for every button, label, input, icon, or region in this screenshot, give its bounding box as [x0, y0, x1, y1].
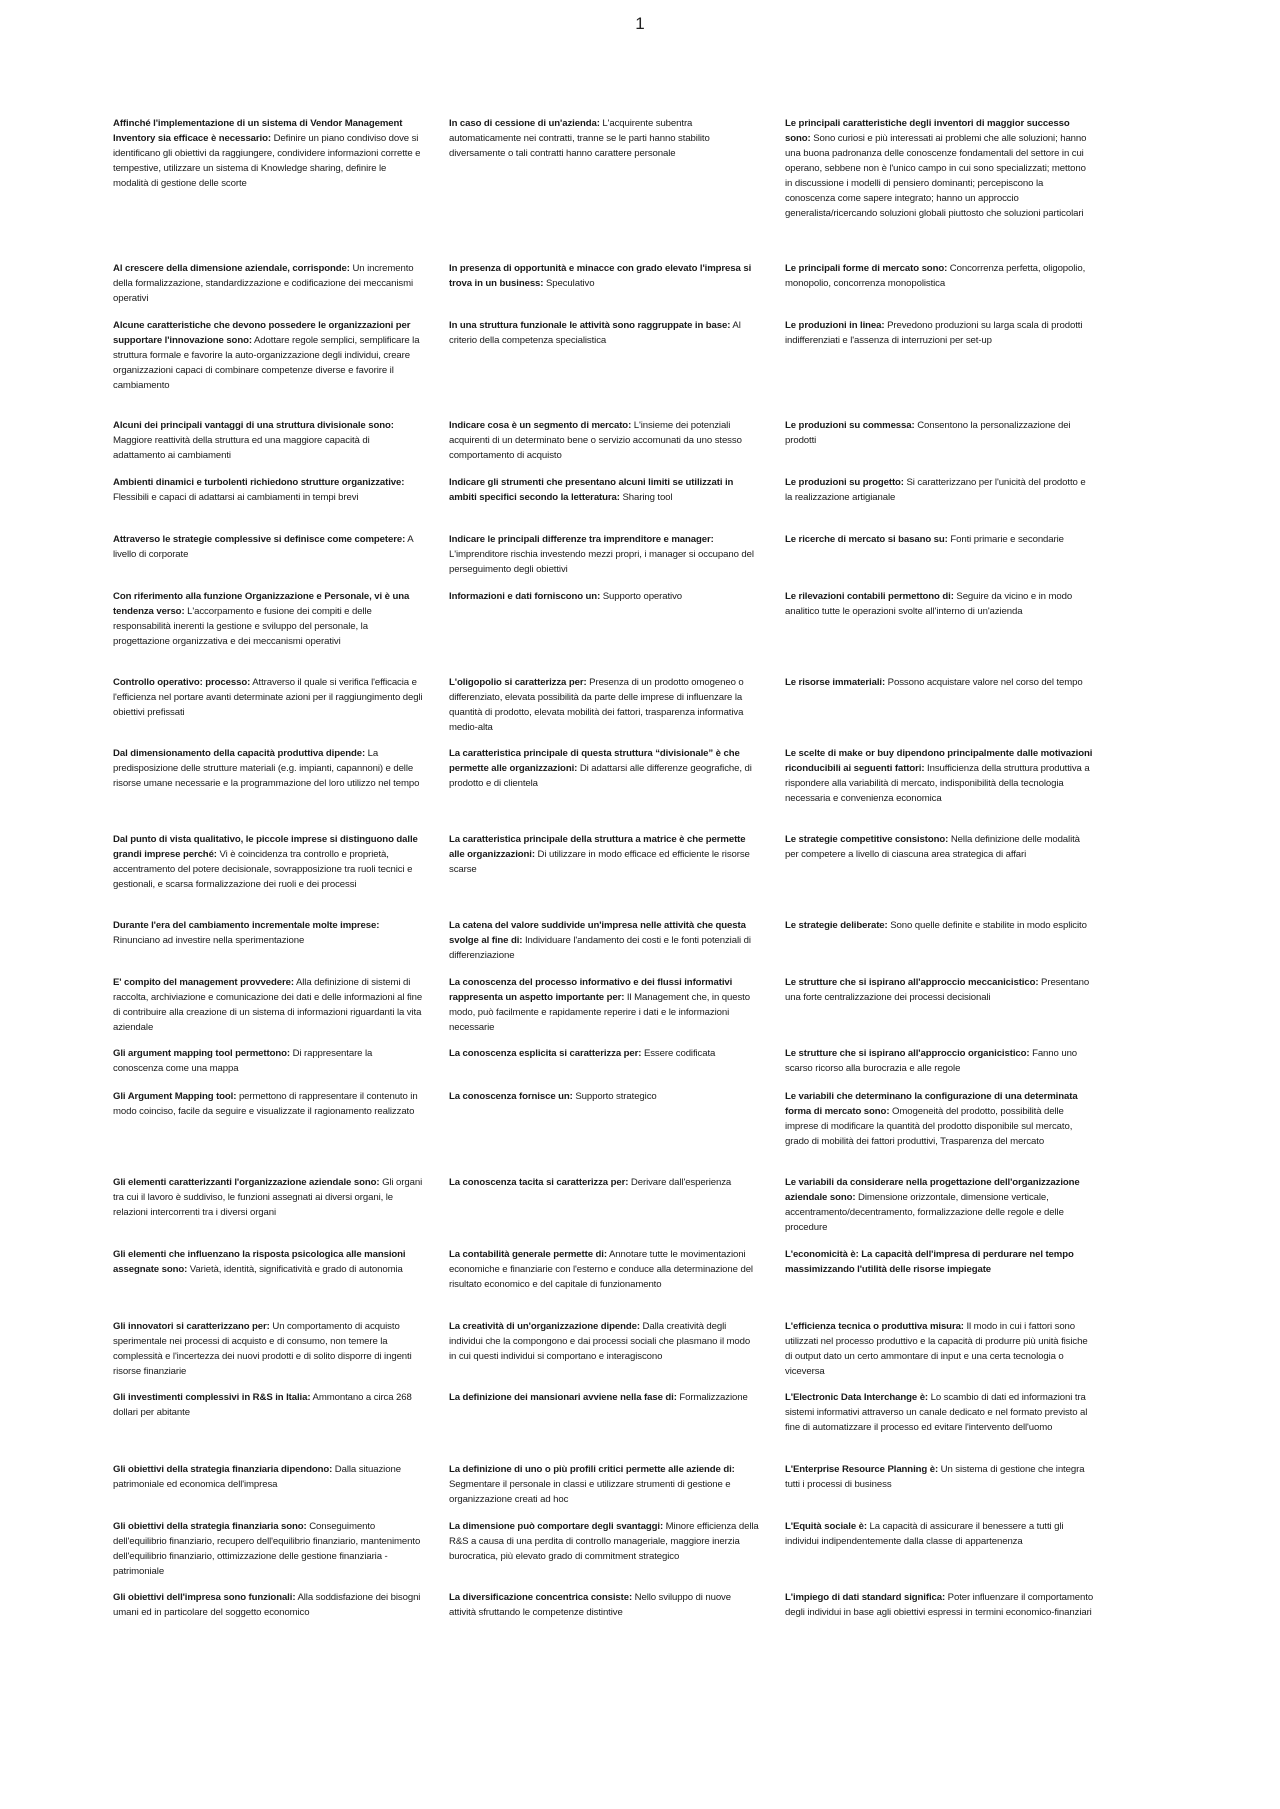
entry-answer: Conseguimento dell'equilibrio finanziario, recupero dell'equilibrio finanziario, mantenimento dell'equilibrio finanziario, ottimizzazione delle gestione finanziaria - patrimoniale	[113, 1521, 421, 1577]
entry-answer: L'accorpamento e fusione dei compiti e delle responsabilità inerenti la gestione e sviluppo del personale, la progettazione organizzativa e dei meccanismi operativi	[113, 606, 372, 647]
entry-question: Gli elementi che influenzano la risposta psicologica alle mansioni assegnate sono:	[113, 1249, 406, 1275]
qa-entry	[113, 675, 423, 746]
entry-answer: Nello sviluppo di nuove attività sfruttando le competenze distintive	[449, 1592, 731, 1618]
page-number: 1	[635, 14, 645, 33]
entry-question: L'economicità è:	[785, 1249, 859, 1260]
entry-answer: Definire un piano condiviso dove si identificano gli obiettivi da raggiungere, condividere informazioni corrette e tempestive, utilizzare un sistema di Knowledge sharing, definire le modalità di gestione delle scorte	[113, 133, 421, 189]
entry-question: La conoscenza tacita si caratterizza per:	[449, 1177, 629, 1188]
entry-question: Durante l'era del cambiamento incrementale molte imprese:	[113, 920, 380, 931]
qa-entry	[785, 1089, 1095, 1175]
entry-answer: Di rappresentare la conoscenza come una mappa	[113, 1048, 373, 1074]
entry-answer: Poter influenzare il comportamento degli individui in base agli obiettivi espressi in termini economico-finanziari	[785, 1592, 1094, 1618]
entry-answer: Si caratterizzano per l'unicità del prodotto e la realizzazione artigianale	[785, 477, 1086, 503]
entry-answer: Adottare regole semplici, semplificare la struttura formale e favorire la auto-organizzazione degli individui, creare organizzazioni capaci di combinare competenze diverse e favorire il cambiamento	[113, 335, 420, 391]
qa-entry	[785, 675, 1095, 746]
entry-answer: Maggiore reattività della struttura ed una maggiore capacità di adattamento ai cambiamenti	[113, 435, 370, 461]
qa-entry	[785, 1519, 1095, 1590]
qa-entry	[449, 832, 759, 918]
entry-question: La dimensione può comportare degli svantaggi:	[449, 1521, 664, 1532]
qa-entry	[113, 1462, 423, 1519]
entry-answer: Seguire da vicino e in modo analitico tutte le operazioni svolte all'interno di un'azienda	[785, 591, 1073, 617]
entry-question: Attraverso le strategie complessive si definisce come competere:	[113, 534, 406, 545]
qa-entry	[113, 1089, 423, 1175]
entry-answer: L'acquirente subentra automaticamente nei contratti, tranne se le parti hanno stabilito diversamente o tali contratti hanno carattere personale	[449, 118, 710, 159]
entry-question: La definizione di uno o più profili critici permette alle aziende di:	[449, 1464, 735, 1475]
entry-answer: Lo scambio di dati ed informazioni tra sistemi informativi attraverso un canale dedicato e nel formato previsto al fine di automatizzare il processo ed evitare l'intervento dell'uomo	[785, 1392, 1088, 1433]
qa-entry	[785, 1462, 1095, 1519]
entry-question: Indicare gli strumenti che presentano alcuni limiti se utilizzati in ambiti specifici secondo la letteratura:	[449, 477, 734, 503]
qa-entry	[113, 475, 423, 532]
entry-question: La caratteristica principale della struttura a matrice è che permette alle organizzazioni:	[449, 834, 746, 860]
entry-question: L'oligopolio si caratterizza per:	[449, 677, 587, 688]
entry-question: La conoscenza del processo informativo e dei flussi informativi rappresenta un aspetto importante per:	[449, 977, 733, 1003]
entry-question: In caso di cessione di un'azienda:	[449, 118, 600, 129]
entry-answer: Supporto strategico	[575, 1091, 657, 1102]
entry-answer: Sono quelle definite e stabilite in modo esplicito	[890, 920, 1087, 931]
qa-entry	[113, 1046, 423, 1089]
qa-entry	[785, 418, 1095, 475]
qa-entry	[785, 1590, 1095, 1633]
entry-answer: Sono curiosi e più interessati ai problemi che alle soluzioni; hanno una buona padronanza delle conoscenze fondamentali del settore in cui operano, sebbene non è l'unico campo in cui sono specializzati; mettono in discussione i modelli di pensiero dominanti; percepiscono la conoscenza come sapere integrato; hanno un approccio generalista/ricercando soluzioni globali piuttosto che soluzioni particolari	[785, 133, 1087, 219]
entry-question: Con riferimento alla funzione Organizzazione e Personale, vi è una tendenza verso:	[113, 591, 410, 617]
entry-answer: Varietà, identità, significatività e grado di autonomia	[189, 1264, 403, 1275]
entry-answer: Gli organi tra cui il lavoro è suddiviso, le funzioni assegnati ai diversi organi, le relazioni intercorrenti tra i diversi organi	[113, 1177, 423, 1218]
qa-entry	[449, 116, 759, 261]
entry-answer: Minore efficienza della R&S a causa di una perdita di controllo manageriale, maggiore inerzia burocratica, più elevato grado di commitment strategico	[449, 1521, 759, 1562]
entry-question: Alcuni dei principali vantaggi di una struttura divisionale sono:	[113, 420, 394, 431]
entry-question: Gli innovatori si caratterizzano per:	[113, 1321, 270, 1332]
entry-answer: Vi è coincidenza tra controllo e proprietà, accentramento del potere decisionale, sovrapposizione tra ruoli tecnici e gestionali, e scarsa formalizzazione dei ruoli e dei processi	[113, 849, 413, 890]
entry-answer: permettono di rappresentare il contenuto in modo coinciso, facile da seguire e visualizzate il ragionamento realizzato	[113, 1091, 418, 1117]
entry-answer: Presenza di un prodotto omogeneo o differenziato, elevata possibilità da parte delle imprese di influenzare la quantità di prodotto, elevata mobilità dei fattori, trasparenza informativa medio-alta	[449, 677, 744, 733]
entry-answer: Concorrenza perfetta, oligopolio, monopolio, concorrenza monopolistica	[785, 263, 1086, 289]
entry-answer: Alla soddisfazione dei bisogni umani ed in particolare del soggetto economico	[113, 1592, 421, 1618]
entry-answer: Individuare l'andamento dei costi e le fonti potenziali di differenziazione	[449, 935, 751, 961]
entry-question: L'impiego di dati standard significa:	[785, 1592, 946, 1603]
entry-answer: La capacità dell'impresa di perdurare nel tempo massimizzando l'utilità delle risorse impiegate	[785, 1249, 1074, 1275]
entry-question: Gli investimenti complessivi in R&S in Italia:	[113, 1392, 311, 1403]
entry-question: La diversificazione concentrica consiste:	[449, 1592, 633, 1603]
entry-question: La caratteristica principale di questa struttura “divisionale” è che permette alle organizzazioni:	[449, 748, 740, 774]
qa-entry	[113, 318, 423, 418]
entry-answer: L'imprenditore rischia investendo mezzi propri, i manager si occupano del perseguimento degli obiettivi	[449, 549, 754, 575]
entry-answer: Fonti primarie e secondarie	[950, 534, 1064, 545]
entry-answer: Nella definizione delle modalità per competere a livello di ciascuna area strategica di affari	[785, 834, 1080, 860]
qa-entry	[449, 1590, 759, 1633]
entry-question: In una struttura funzionale le attività sono raggruppate in base:	[449, 320, 731, 331]
qa-entry	[113, 418, 423, 475]
entry-question: Gli Argument Mapping tool:	[113, 1091, 237, 1102]
qa-entry	[449, 975, 759, 1046]
entry-question: Gli obiettivi della strategia finanziaria dipendono:	[113, 1464, 333, 1475]
qa-entry	[785, 832, 1095, 918]
entry-question: L'Equità sociale è:	[785, 1521, 867, 1532]
entry-answer: La predisposizione delle strutture materiali (e.g. impianti, capannoni) e delle risorse umane necessarie e la programmazione del loro utilizzo nel tempo	[113, 748, 420, 789]
qa-entry	[785, 1319, 1095, 1390]
qa-entry	[785, 1390, 1095, 1462]
qa-entry	[449, 1175, 759, 1247]
entry-question: L'Electronic Data Interchange è:	[785, 1392, 929, 1403]
entry-question: La conoscenza esplicita si caratterizza per:	[449, 1048, 642, 1059]
entry-answer: Derivare dall'esperienza	[630, 1177, 732, 1188]
entry-question: La creatività di un'organizzazione dipende:	[449, 1321, 640, 1332]
entry-answer: Consentono la personalizzazione dei prodotti	[785, 420, 1071, 446]
qa-entry	[449, 746, 759, 832]
entry-question: Le produzioni in linea:	[785, 320, 885, 331]
qa-entry	[785, 532, 1095, 589]
qa-entry	[449, 1519, 759, 1590]
qa-entry	[785, 475, 1095, 532]
entry-answer: Alla definizione di sistemi di raccolta, archiviazione e comunicazione dei dati e delle informazioni al fine di contribuire alla creazione di un sistema di informazioni riguardanti la vita aziendale	[113, 977, 423, 1033]
entry-answer: Un sistema di gestione che integra tutti i processi di business	[785, 1464, 1085, 1490]
entry-question: Al crescere della dimensione aziendale, corrisponde:	[113, 263, 350, 274]
entry-answer: Attraverso il quale si verifica l'efficacia e l'efficienza nel portare avanti determinate azioni per il raggiungimento degli obiettivi prefissati	[113, 677, 423, 718]
entry-answer: Il modo in cui i fattori sono utilizzati nel processo produttivo e la capacità di produrre più unità fisiche di output dato un certo ammontare di input e una certa tecnologia o viceversa	[785, 1321, 1088, 1377]
entry-question: Gli argument mapping tool permettono:	[113, 1048, 290, 1059]
qa-entry	[785, 589, 1095, 675]
entry-question: Le variabili che determinano la configurazione di una determinata forma di mercato sono:	[785, 1091, 1078, 1117]
entry-answer: Speculativo	[545, 278, 595, 289]
entry-question: La conoscenza fornisce un:	[449, 1091, 573, 1102]
entry-question: La definizione dei mansionari avviene nella fase di:	[449, 1392, 677, 1403]
entry-question: Le scelte di make or buy dipendono principalmente dalle motivazioni riconducibili ai seguenti fattori:	[785, 748, 1093, 774]
qa-entry	[785, 918, 1095, 975]
entry-question: Le ricerche di mercato si basano su:	[785, 534, 948, 545]
entry-question: Affinché l'implementazione di un sistema di Vendor Management Inventory sia efficace è necessario:	[113, 118, 403, 144]
qa-entry	[785, 318, 1095, 418]
entry-question: Indicare le principali differenze tra imprenditore e manager:	[449, 534, 714, 545]
qa-entry	[113, 261, 423, 318]
qa-entry	[113, 116, 423, 261]
entry-question: Le strutture che si ispirano all'approccio organicistico:	[785, 1048, 1030, 1059]
entry-answer: Un incremento della formalizzazione, standardizzazione e codificazione dei meccanismi operativi	[113, 263, 414, 304]
entry-question: Le principali forme di mercato sono:	[785, 263, 948, 274]
entry-answer: Fanno uno scarso ricorso alla burocrazia e alle regole	[785, 1048, 1078, 1074]
qa-entry	[113, 1590, 423, 1633]
qa-entry	[785, 116, 1095, 261]
entry-answer: Annotare tutte le movimentazioni economiche e finanziarie con l'esterno e conduce alla determinazione del risultato economico e del capitale di funzionamento	[449, 1249, 753, 1290]
entry-question: Le strategie competitive consistono:	[785, 834, 949, 845]
entry-answer: Ammontano a circa 268 dollari per abitante	[113, 1392, 412, 1418]
entry-question: L'efficienza tecnica o produttiva misura:	[785, 1321, 964, 1332]
qa-entry	[113, 1247, 423, 1319]
entry-answer: Prevedono produzioni su larga scala di prodotti indifferenziati e l'assenza di interruzioni per set-up	[785, 320, 1083, 346]
entry-answer: Insufficienza della struttura produttiva a rispondere alla variabilità di mercato, indisponibilità della tecnologia necessaria e convenienza economica	[785, 763, 1090, 804]
qa-entry	[113, 1390, 423, 1462]
qa-entry	[113, 832, 423, 918]
qa-entry	[449, 318, 759, 418]
entry-question: Controllo operativo: processo:	[113, 677, 251, 688]
qa-entry	[113, 1519, 423, 1590]
entry-question: Dal punto di vista qualitativo, le piccole imprese si distinguono dalle grandi imprese perché:	[113, 834, 418, 860]
qa-entry	[785, 746, 1095, 832]
qa-entry	[449, 918, 759, 975]
qa-entry	[113, 975, 423, 1046]
qa-entry	[113, 746, 423, 832]
qa-entry	[449, 1247, 759, 1319]
entry-answer: A livello di corporate	[113, 534, 414, 560]
qa-entry	[785, 1175, 1095, 1247]
qa-entry	[113, 532, 423, 589]
qa-entry	[449, 475, 759, 532]
entry-question: Le strategie deliberate:	[785, 920, 888, 931]
qa-entry	[449, 1390, 759, 1462]
entry-question: Le principali caratteristiche degli inventori di maggior successo sono:	[785, 118, 1070, 144]
qa-entry	[449, 261, 759, 318]
entry-answer: Dalla creatività degli individui che la compongono e dai processi sociali che plasmano il modo in cui questi individui si comportano e interagiscono	[449, 1321, 751, 1362]
entry-question: In presenza di opportunità e minacce con grado elevato l'impresa si trova in un business:	[449, 263, 752, 289]
qa-entry	[113, 918, 423, 975]
qa-entry	[785, 1247, 1095, 1319]
entry-question: Alcune caratteristiche che devono possedere le organizzazioni per supportare l'innovazione sono:	[113, 320, 411, 346]
qa-entry	[785, 1046, 1095, 1089]
entry-question: Informazioni e dati forniscono un:	[449, 591, 601, 602]
qa-entry	[113, 1175, 423, 1247]
entry-answer: Rinunciano ad investire nella sperimentazione	[113, 935, 305, 946]
entry-question: Gli elementi caratterizzanti l'organizzazione aziendale sono:	[113, 1177, 380, 1188]
qa-entry	[449, 1462, 759, 1519]
entry-question: Le produzioni su commessa:	[785, 420, 915, 431]
entry-question: Le produzioni su progetto:	[785, 477, 904, 488]
entry-answer: La capacità di assicurare il benessere a tutti gli individui indipendentemente dalla classe di appartenenza	[785, 1521, 1064, 1547]
entry-question: Le strutture che si ispirano all'approccio meccanicistico:	[785, 977, 1039, 988]
qa-entry	[449, 1046, 759, 1089]
entry-question: La contabilità generale permette di:	[449, 1249, 607, 1260]
entry-question: Dal dimensionamento della capacità produttiva dipende:	[113, 748, 366, 759]
qa-entry	[785, 261, 1095, 318]
entry-answer: Flessibili e capaci di adattarsi ai cambiamenti in tempi brevi	[113, 492, 359, 503]
entry-answer: Dimensione orizzontale, dimensione verticale, accentramento/decentramento, formalizzazione delle regole e delle procedure	[785, 1192, 1064, 1233]
qa-entry	[449, 532, 759, 589]
qa-entry	[449, 675, 759, 746]
entry-answer: Supporto operativo	[602, 591, 683, 602]
qa-entry	[449, 589, 759, 675]
entry-question: Indicare cosa è un segmento di mercato:	[449, 420, 632, 431]
qa-entry	[449, 1089, 759, 1175]
qa-grid	[113, 116, 1094, 1633]
entry-question: L'Enterprise Resource Planning è:	[785, 1464, 939, 1475]
entry-answer: Un comportamento di acquisto sperimentale nei processi di acquisto e di consumo, non temere la complessità e l'incertezza dei nuovi prodotti e di solito disporre di ingenti risorse finanziarie	[113, 1321, 412, 1377]
entry-answer: Il Management che, in questo modo, può facilmente e rapidamente reperire i dati e le informazioni necessarie	[449, 992, 750, 1033]
entry-answer: L'insieme dei potenziali acquirenti di un determinato bene o servizio accomunati da uno stesso comportamento di acquisto	[449, 420, 742, 461]
entry-answer: Sharing tool	[622, 492, 673, 503]
entry-answer: Di utilizzare in modo efficace ed efficiente le risorse scarse	[449, 849, 750, 875]
entry-answer: Omogeneità del prodotto, possibilità delle imprese di modificare la quantità del prodotto disponibile sul mercato, grado di mobilità dei fattori produttivi, Trasparenza del mercato	[785, 1106, 1073, 1147]
entry-question: Le variabili da considerare nella progettazione dell'organizzazione aziendale sono:	[785, 1177, 1080, 1203]
entry-question: Gli obiettivi della strategia finanziaria sono:	[113, 1521, 307, 1532]
entry-question: E' compito del management provvedere:	[113, 977, 294, 988]
entry-question: Le rilevazioni contabili permettono di:	[785, 591, 954, 602]
entry-answer: Presentano una forte centralizzazione dei processi decisionali	[785, 977, 1090, 1003]
qa-entry	[785, 975, 1095, 1046]
qa-entry	[113, 1319, 423, 1390]
entry-question: Gli obiettivi dell'impresa sono funzionali:	[113, 1592, 296, 1603]
entry-answer: Essere codificata	[643, 1048, 716, 1059]
entry-answer: Segmentare il personale in classi e utilizzare strumenti di gestione e organizzazione creati ad hoc	[449, 1479, 731, 1505]
entry-answer: Possono acquistare valore nel corso del tempo	[887, 677, 1083, 688]
qa-entry	[449, 1319, 759, 1390]
entry-answer: Al criterio della competenza specialistica	[449, 320, 741, 346]
qa-entry	[449, 418, 759, 475]
entry-question: Ambienti dinamici e turbolenti richiedono strutture organizzative:	[113, 477, 405, 488]
entry-answer: Formalizzazione	[679, 1392, 748, 1403]
entry-question: Le risorse immateriali:	[785, 677, 886, 688]
qa-entry	[113, 589, 423, 675]
entry-answer: Di adattarsi alle differenze geografiche, di prodotto e di clientela	[449, 763, 752, 789]
entry-answer: Dalla situazione patrimoniale ed economica dell'impresa	[113, 1464, 401, 1490]
entry-question: La catena del valore suddivide un'impresa nelle attività che questa svolge al fine di:	[449, 920, 746, 946]
